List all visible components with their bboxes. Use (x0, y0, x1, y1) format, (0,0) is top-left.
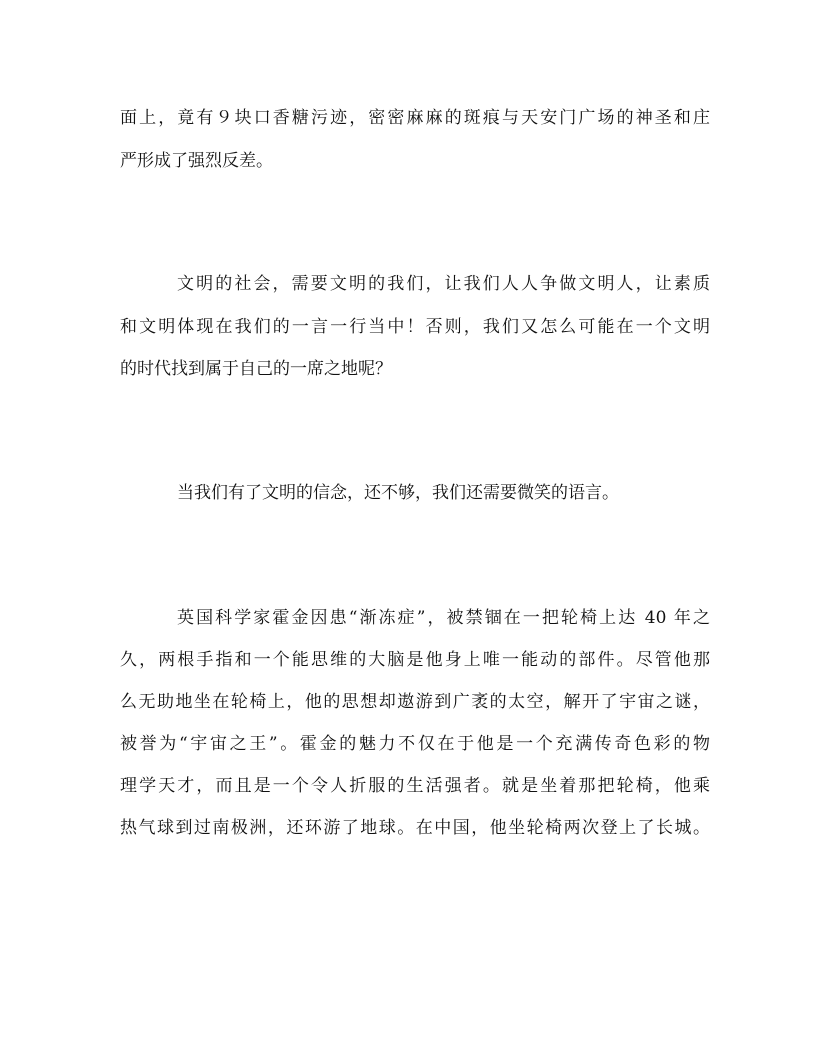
paragraph-4-line-2: 久，两根手指和一个能思维的大脑是他身上唯一能动的部件。尽管他那 (120, 650, 710, 670)
paragraph-4-line-1: 英国科学家霍金因患“渐冻症”，被禁锢在一把轮椅上达 40 年之 (177, 608, 710, 628)
paragraph-1-line-1: 面上，竟有９块口香糖污迹，密密麻麻的斑痕与天安门广场的神圣和庄 (120, 108, 710, 128)
paragraph-1-line-2: 严形成了强烈反差。 (120, 151, 273, 171)
paragraph-4-line-5: 理学天才，而且是一个令人折服的生活强者。就是坐着那把轮椅，他乘 (120, 776, 710, 796)
paragraph-2-line-3: 的时代找到属于自己的一席之地呢？ (120, 359, 392, 379)
paragraph-4-line-3: 么无助地坐在轮椅上，他的思想却遨游到广袤的太空，解开了宇宙之谜， (120, 692, 710, 712)
paragraph-4-line-4: 被誉为“宇宙之王”。霍金的魅力不仅在于他是一个充满传奇色彩的物 (120, 734, 710, 754)
paragraph-3-line-1: 当我们有了文明的信念，还不够，我们还需要微笑的语言。 (177, 483, 619, 503)
paragraph-2-line-2: 和文明体现在我们的一言一行当中！否则，我们又怎么可能在一个文明 (120, 317, 710, 337)
paragraph-2-line-1: 文明的社会，需要文明的我们，让我们人人争做文明人，让素质 (177, 274, 710, 294)
paragraph-4-line-6: 热气球到过南极洲，还环游了地球。在中国，他坐轮椅两次登上了长城。 (120, 818, 710, 838)
